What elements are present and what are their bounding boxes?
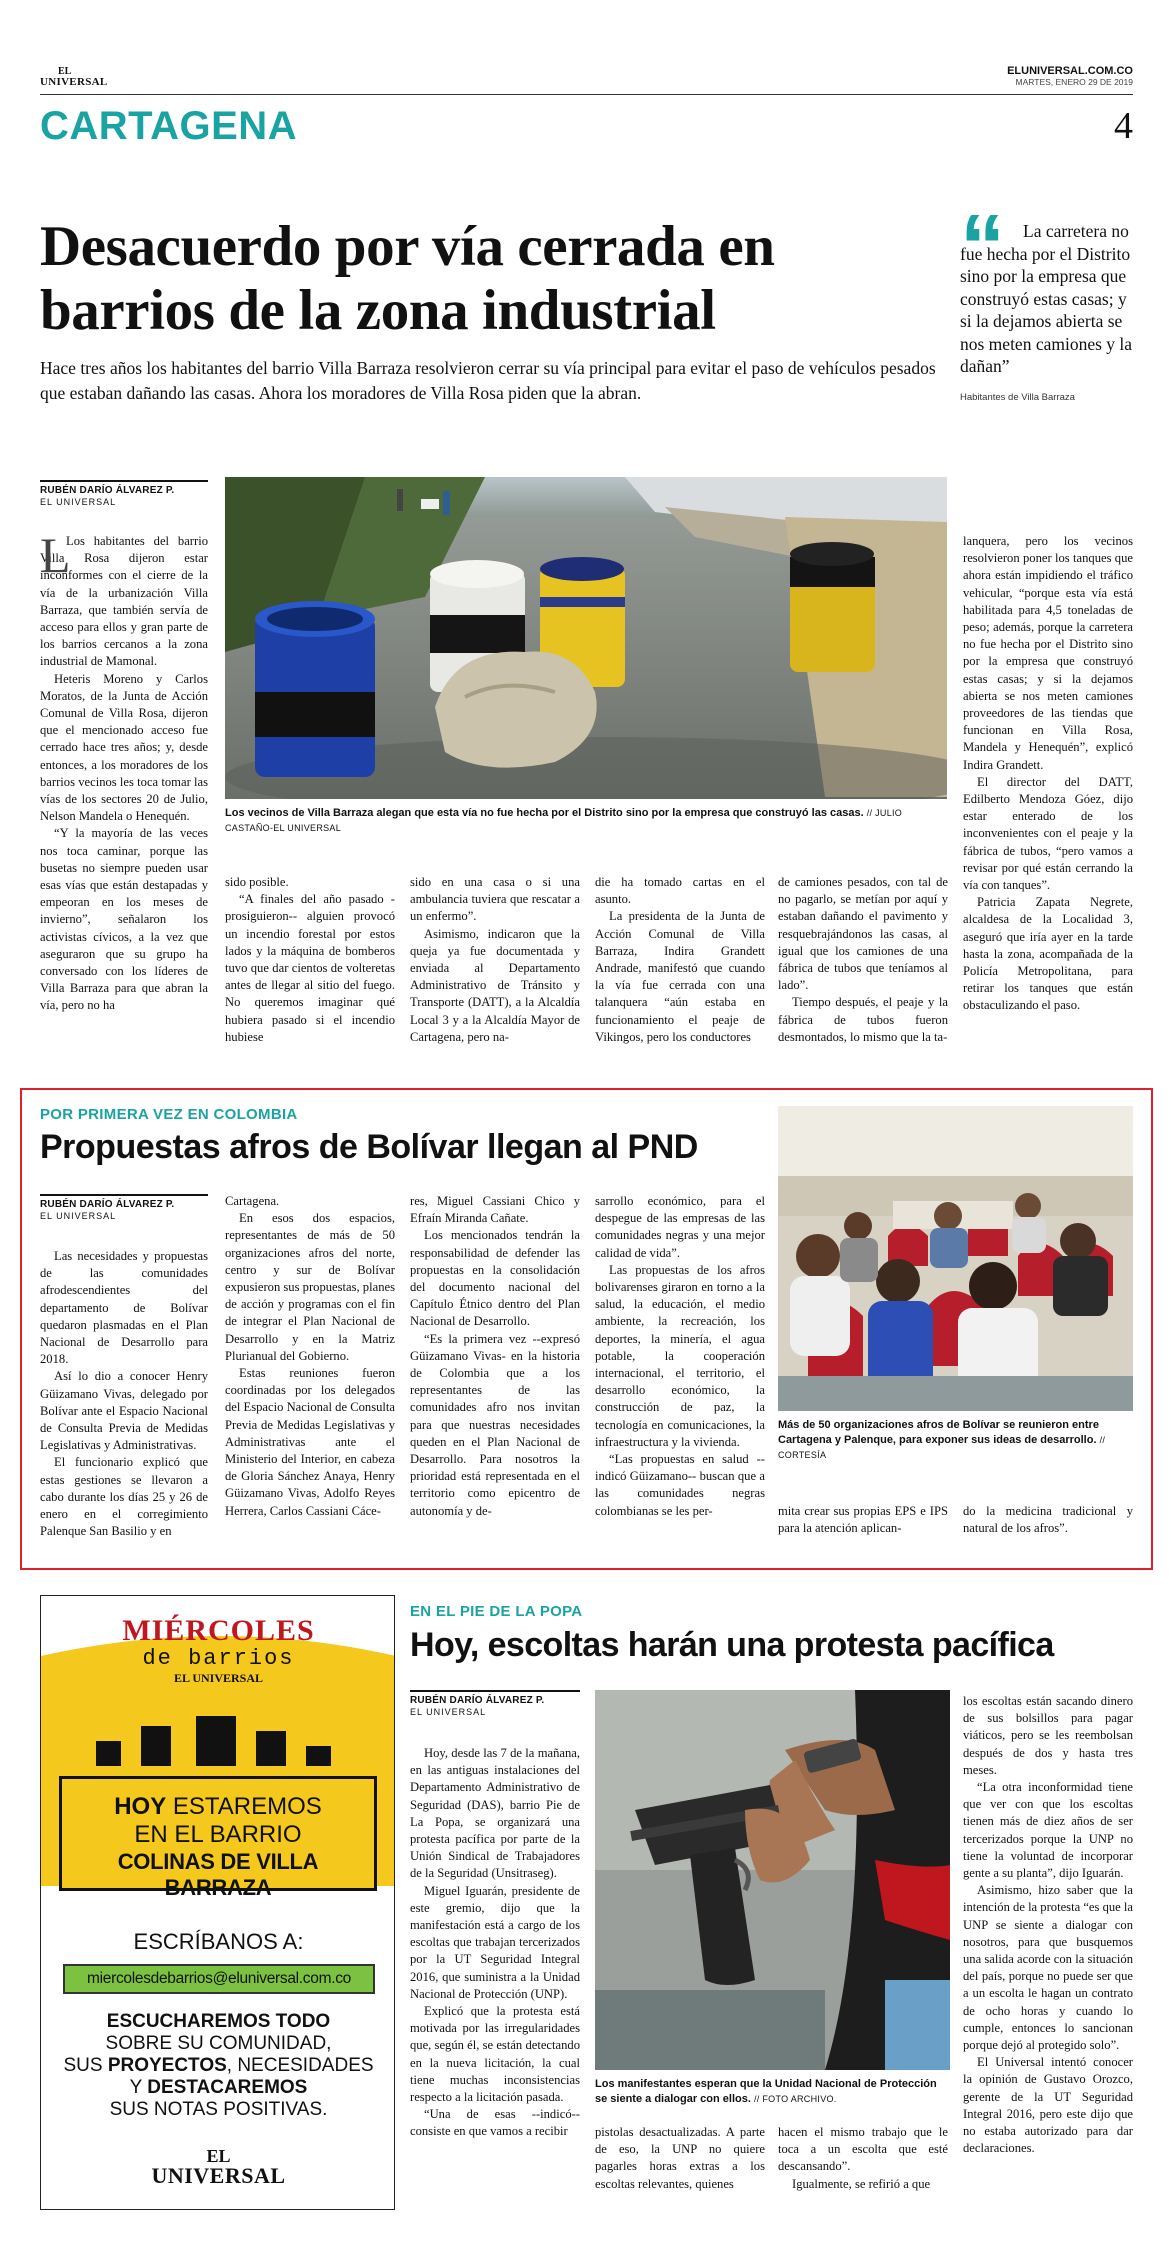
barrels-illustration <box>225 477 947 799</box>
lead-col-5: de camiones pesados, con tal de no pagarlo, se metían por aquí y estaban dañando el pavimento y resquebrajándonos las casas, al igual que los camiones de una fábrica de tubos que teníamos al lado”. Tiempo después, el peaje y la fábrica de tubos fueron desmontados, lo mismo que la ta- <box>778 875 948 1044</box>
right-barrel <box>790 542 875 672</box>
escoltas-col-2: pistolas desactualizadas. A parte de eso, la UNP no quiere pagarles horas extras a los escoltas relevantes, quienes <box>595 2125 765 2191</box>
afro-caption: Más de 50 organizaciones afros de Bolívar se reunieron entre Cartagena y Palenque, para exponer sus ideas de desarrollo. // CORTESÍA <box>778 1419 1106 1460</box>
ad-write-label: ESCRÍBANOS A: <box>133 1929 304 1954</box>
blue-barrel <box>255 601 375 777</box>
escoltas-col-3: hacen el mismo trabajo que le toca a un escolta que esté descansando”. Igualmente, se refirió a que <box>778 2125 948 2191</box>
masthead-rule <box>40 94 1133 95</box>
ad-email-bar[interactable]: miercolesdebarrios@eluniversal.com.co <box>63 1964 375 1994</box>
escoltas-byline: RUBÉN DARÍO ÁLVAREZ P. EL UNIVERSAL <box>410 1690 580 1717</box>
masthead <box>40 66 1133 156</box>
section-title: CARTAGENA <box>40 104 298 148</box>
afro-col-1: Las necesidades y propuestas de las comunidades afrodescendientes del departamento de Bolívar quedaron plasmadas en el Plan Nacional de Desarrollo para 2018. Así lo dio a conocer Henry Güizamano Vivas, delegado por Bolívar ante el Espacio Nacional de Consulta Previa de Medidas Legislativas y Administrativas. El funcionario explicó que estas gestiones se llevaron a cabo durante los días 25 y 26 de enero en el corregimiento Palenque San Basilio y en <box>40 1249 208 1539</box>
pistol-illustration <box>595 1690 950 2070</box>
ad-location-box: HOY ESTAREMOS EN EL BARRIO COLINAS DE VILLA BARRAZA <box>59 1776 377 1891</box>
afro-kicker: POR PRIMERA VEZ EN COLOMBIA <box>40 1106 298 1123</box>
lead-col-3: sido en una casa o si una ambulancia tuviera que rescatar a un enfermo”. Asimismo, indicaron que la queja ya fue documentada y enviada al Departamento Administrativo de Tránsito y Transporte (DATT), a la Alcaldía Local 3 y a la Alcaldía Mayor de Cartagena, pero na- <box>410 875 580 1044</box>
afro-headline: Propuestas afros de Bolívar llegan al PND <box>40 1128 698 1166</box>
afro-col-2: Cartagena. En esos dos espacios, representantes de más de 50 organizaciones afros del norte, centro y sur de Bolívar expusieron sus propuestas, planes de acción y programas con el fin de integrar el Plan Nacional de Desarrollo y en la Matriz Plurianual del Gobierno. Estas reuniones fueron coordinadas por los delegados del Espacio Nacional de Consulta Previa de Medidas Legislativas y Administrativas ante el Ministerio del Interior, en cabeza de Gloria Sánchez Anaya, Henry Güizamano Vivas, Adolfo Reyes Herrera, Carlos Cassiani Cáce- <box>225 1194 395 1518</box>
ad-subtitle: de barrios <box>142 1646 295 1671</box>
escoltas-photo <box>595 1690 950 2070</box>
ad-brand-small: EL UNIVERSAL <box>173 1671 264 1685</box>
lead-headline: Desacuerdo por vía cerrada en barrios de la zona industrial <box>40 215 775 342</box>
page-number: 4 <box>1114 105 1133 147</box>
masthead-logo: EL UNIVERSAL <box>40 66 108 88</box>
meeting-illustration <box>778 1106 1133 1411</box>
afro-col-4: sarrollo económico, para el despegue de las empresas de las comunidades negras y una mejor calidad de vida”. Las propuestas de los afros bolivarenses giraron en torno a la salud, la educación, el medio ambiente, la recreación, los deportes, la minería, el agua potable, la cooperación internacional, el territorio, el desarrollo económico, la construcción de paz, la tecnología en comunicaciones, la infraestructura y la vivienda. “Las propuestas en salud --indicó Güizamano-- buscan que a las comunidades negras colombianas se les per- <box>595 1194 765 1518</box>
lead-col-4: die ha tomado cartas en el asunto. La presidenta de la Junta de Acción Comunal de Villa Barraza, Indira Grandett Andrade, manifestó que cuando la vía fue cerrada con una talanquera “aún estaba en funcionamiento el peaje de Vikingos, pero los conductores <box>595 875 765 1044</box>
escoltas-col-1: Hoy, desde las 7 de la mañana, en las antiguas instalaciones del Departamento Administrativo de Seguridad (DAS), barrio Pie de La Popa, se organizará una protesta pacífica por parte de la Unión Sindical de Trabajadores de la Seguridad (Unsitraseg). Miguel Iguarán, presidente de este gremio, dijo que la manifestación está a cargo de los escoltas que trabajan tercerizados por la UT Seguridad Integral 2016, que suministra a la Unidad Nacional de Protección (UNP). Explicó que la protesta está motivada por las irregularidades que, según él, se están detectando en la nueva licitación, la cual tiene muchas inconsistencias respecto a la licitación pasada. “Una de esas --indicó-- consiste en que vamos a recibir <box>410 1746 580 2139</box>
escoltas-kicker: EN EL PIE DE LA POPA <box>410 1603 583 1620</box>
lead-col-1: L Los habitantes del barrio Villa Rosa dijeron estar inconformes con el cierre de la vía de la urbanización Villa Barraza, que también servía de acceso para ellos y gran parte de los barrios cercanos a la zona industrial de Mamonal. Heteris Moreno y Carlos Moratos, de la Junta de Acción Comunal de Villa Rosa, dijeron que el mencionado acceso fue cerrado hace tres años; y, desde entonces, a los moradores de los barrios vecinos les toca tomar las vías de los sectores 20 de Julio, Nelson Mandela o Henequén. “Y la mayoría de las veces nos toca caminar, porque las busetas no siempre pueden usar esas vías que están destapadas y empeoran en los meses de invierno”, señalaron los activistas cívicos, a la vez que aseguraron que su grupo ha conversado con los líderes de Villa Barraza para que abran la vía, pero no ha <box>40 533 208 1013</box>
afro-photo <box>778 1106 1133 1411</box>
drop-cap: L <box>40 533 71 583</box>
escoltas-headline: Hoy, escoltas harán una protesta pacífica <box>410 1626 1054 1664</box>
ad-title: MIÉRCOLES <box>122 1614 315 1647</box>
lead-photo <box>225 477 947 799</box>
afro-col-6: do la medicina tradicional y natural de los afros”. <box>963 1504 1133 1536</box>
pull-quote: “ La carretera no fue hecha por el Distrito sino por la empresa que construyó estas casas; y si la dejamos abierta se nos meten camiones y la dañan” Habitantes de Villa Barraza <box>960 197 1133 403</box>
quote-mark-icon: “ <box>960 197 1005 297</box>
lead-dek: Hace tres años los habitantes del barrio Villa Barraza resolvieron cerrar su vía principal para evitar el paso de vehículos pesados que estaban dañando las casas. Ahora los moradores de Villa Rosa piden que la abran. <box>40 358 936 403</box>
afro-byline: RUBÉN DARÍO ÁLVAREZ P. EL UNIVERSAL <box>40 1194 208 1221</box>
lead-caption: Los vecinos de Villa Barraza alegan que esta vía no fue hecha por el Distrito sino por la empresa que construyó las casas. // JULIO CASTAÑO-EL UNIVERSAL <box>225 807 903 833</box>
afro-col-5: mita crear sus propias EPS e IPS para la atención aplican- <box>778 1504 948 1536</box>
ad-miercoles <box>40 1595 395 2210</box>
lead-col-6: lanquera, pero los vecinos resolvieron poner los tanques que ahora están impidiendo el tráfico vehicular, “porque esta vía está habilitada para 4,5 toneladas de peso; además, porque la carretera no fue hecha por el Distrito sino por la empresa que construyó estas casas; y si la dejamos abierta se nos meten camiones proveedores de las tiendas que funcionan en Villa Rosa, Mandela y Henequén”, explicó Indira Grandett. El director del DATT, Edilberto Mendoza Góez, dijo estar enterado de los inconvenientes con el peaje y la fábrica de tubos, “pero vamos a revisar por qué están cerrando la vía con tanques”. Patricia Zapata Negrete, alcaldesa de la Localidad 3, aseguró que iría ayer en la tarde hasta la zona, acompañada de la Policía Metropolitana, para retirar los tanques que están obstaculizando el paso. <box>963 534 1133 1013</box>
afro-col-3: res, Miguel Cassiani Chico y Efraín Miranda Cañate. Los mencionados tendrán la responsabilidad de defender las propuestas en la consolidación del documento nacional del Capítulo Étnico dentro del Plan Nacional de Desarrollo. “Es la primera vez --expresó Güizamano Vivas- en la historia de Colombia que a los representantes de las comunidades afro nos invitan para que nuestras necesidades queden en el Plan Nacional de Desarrollo. Para nosotros la prioridad está representada en el territorio como epicentro de autonomía y de- <box>410 1194 580 1518</box>
ad-logo: EL UNIVERSAL <box>151 2146 286 2188</box>
lead-col-2: sido posible. “A finales del año pasado -prosiguieron-- alguien provocó un incendio forestal por estos lados y la máquina de bomberos tuvo que dar cientos de volteretas antes de llegar al sitio del fuego. No queremos imaginar qué hubiera pasado si el incendio hubiese <box>225 875 395 1044</box>
lead-byline: RUBÉN DARÍO ÁLVAREZ P. EL UNIVERSAL <box>40 480 208 507</box>
ad-promise: ESCUCHAREMOS TODO SOBRE SU COMUNIDAD, SUS PROYECTOS, NECESIDADES Y DESTACAREMOS SUS NOTAS POSITIVAS. <box>63 2011 374 2120</box>
escoltas-col-4: los escoltas están sacando dinero de sus bolsillos para pagar viáticos, pero se les reembolsan después de dos y hasta tres meses. “La otra inconformidad tiene que ver con que los escoltas tienen más de diez años de ser tercerizados porque la UNP no tiene la voluntad de incorporar gente a su planta”, dijo Iguarán. Asimismo, hizo saber que la intención de la protesta “es que la UNP se siente a dialogar con nosotros, para que busquemos una salida acorde con la situación del país, porque no puede ser que a un escolta le hagan un contrato de ocho horas y cuando lo cumple, entonces lo sancionan porque dejó al protegido solo”. El Universal intentó conocer la opinión de Gustavo Orozco, gerente de la UT Seguridad Integral 2016, pero este dijo que no estaba autorizado para dar declaraciones. <box>963 1694 1133 2156</box>
masthead-site: ELUNIVERSAL.COM.CO MARTES, ENERO 29 DE 2019 <box>1007 65 1133 87</box>
escoltas-caption: Los manifestantes esperan que la Unidad Nacional de Protección se siente a dialogar con ellos. // FOTO ARCHIVO. <box>595 2078 937 2105</box>
